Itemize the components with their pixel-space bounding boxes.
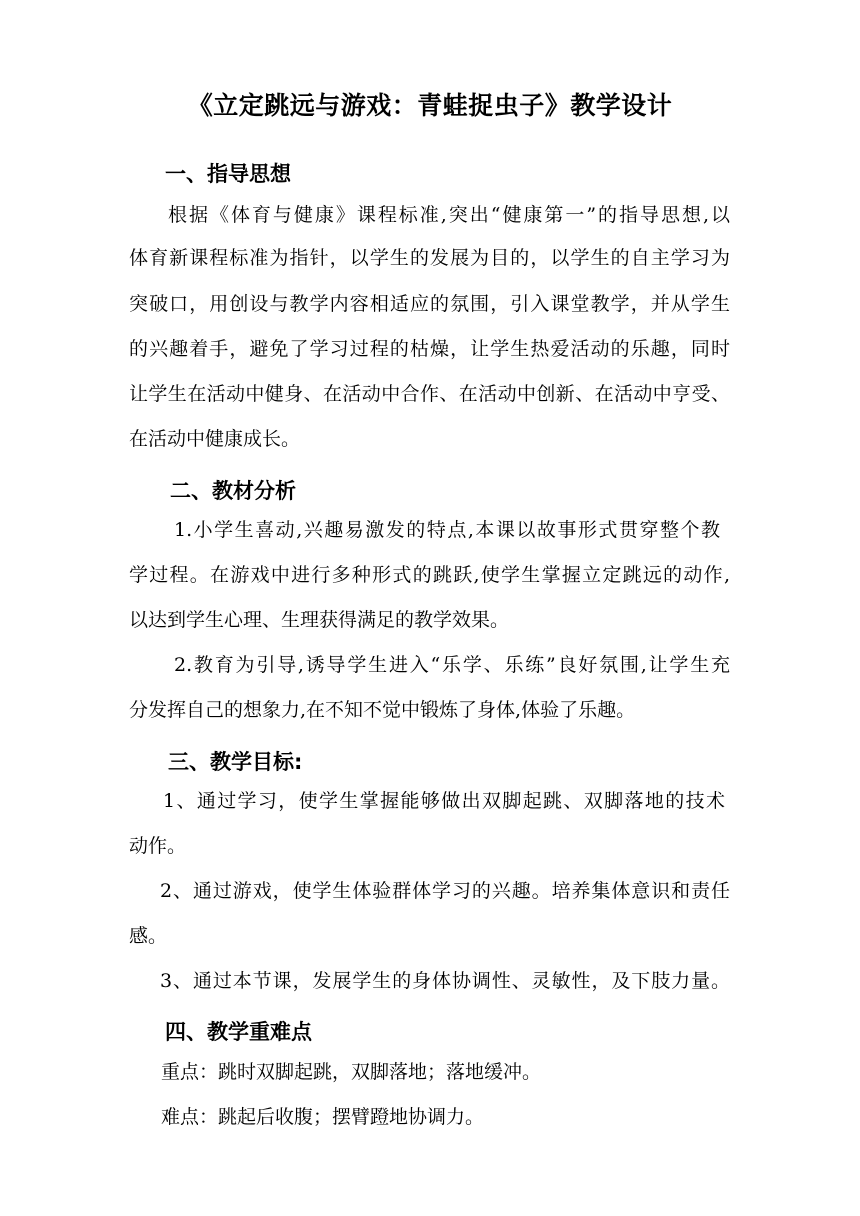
paragraph-line: 学过程。在游戏中进行多种形式的跳跃,使学生掌握立定跳远的动作, [129,564,730,586]
key-point-line: 重点：跳时双脚起跳，双脚落地；落地缓冲。 [161,1061,542,1083]
paragraph-line: 的兴趣着手，避免了学习过程的枯燥，让学生热爱活动的乐趣，同时 [129,338,730,360]
paragraph-line: 让学生在活动中健身、在活动中合作、在活动中创新、在活动中亨受、 [129,383,730,405]
paragraph-line: 2、通过游戏，使学生体验群体学习的兴趣。培养集体意识和责任 [160,880,730,902]
paragraph-line: 根据《体育与健康》课程标准,突出“健康第一”的指导思想,以 [168,204,730,226]
section-heading-guiding-ideology: 一、指导思想 [165,162,291,186]
document-title: 《立定跳远与游戏：青蛙捉虫子》教学设计 [187,91,673,120]
paragraph-line: 动作。 [129,835,187,857]
paragraph-line: 在活动中健康成长。 [129,428,301,450]
paragraph-line: 突破口，用创设与教学内容相适应的氛围，引入课堂教学，并从学生 [129,293,730,315]
paragraph-line: 感。 [129,925,168,947]
paragraph-line: 1、通过学习，使学生掌握能够做出双脚起跳、双脚落地的技术 [163,790,725,812]
paragraph-line: 1.小学生喜动,兴趣易激发的特点,本课以故事形式贯穿整个教 [174,519,720,541]
paragraph-line: 3、通过本节课，发展学生的身体协调性、灵敏性，及下肢力量。 [160,970,730,992]
section-heading-teaching-objectives: 三、教学目标: [168,750,303,774]
paragraph-line: 体育新课程标准为指针，以学生的发展为目的，以学生的自主学习为 [129,247,730,269]
paragraph-line: 分发挥自己的想象力,在不知不觉中锻炼了身体,体验了乐趣。 [129,699,636,721]
paragraph-line: 以达到学生心理、生理获得满足的教学效果。 [129,609,510,631]
difficulty-line: 难点：跳起后收腹；摆臂蹬地协调力。 [161,1106,485,1128]
section-heading-material-analysis: 二、教材分析 [170,479,296,503]
section-heading-key-difficulties: 四、教学重难点 [165,1020,312,1044]
paragraph-line: 2.教育为引导,诱导学生进入“乐学、乐练”良好氛围,让学生充 [174,654,730,676]
